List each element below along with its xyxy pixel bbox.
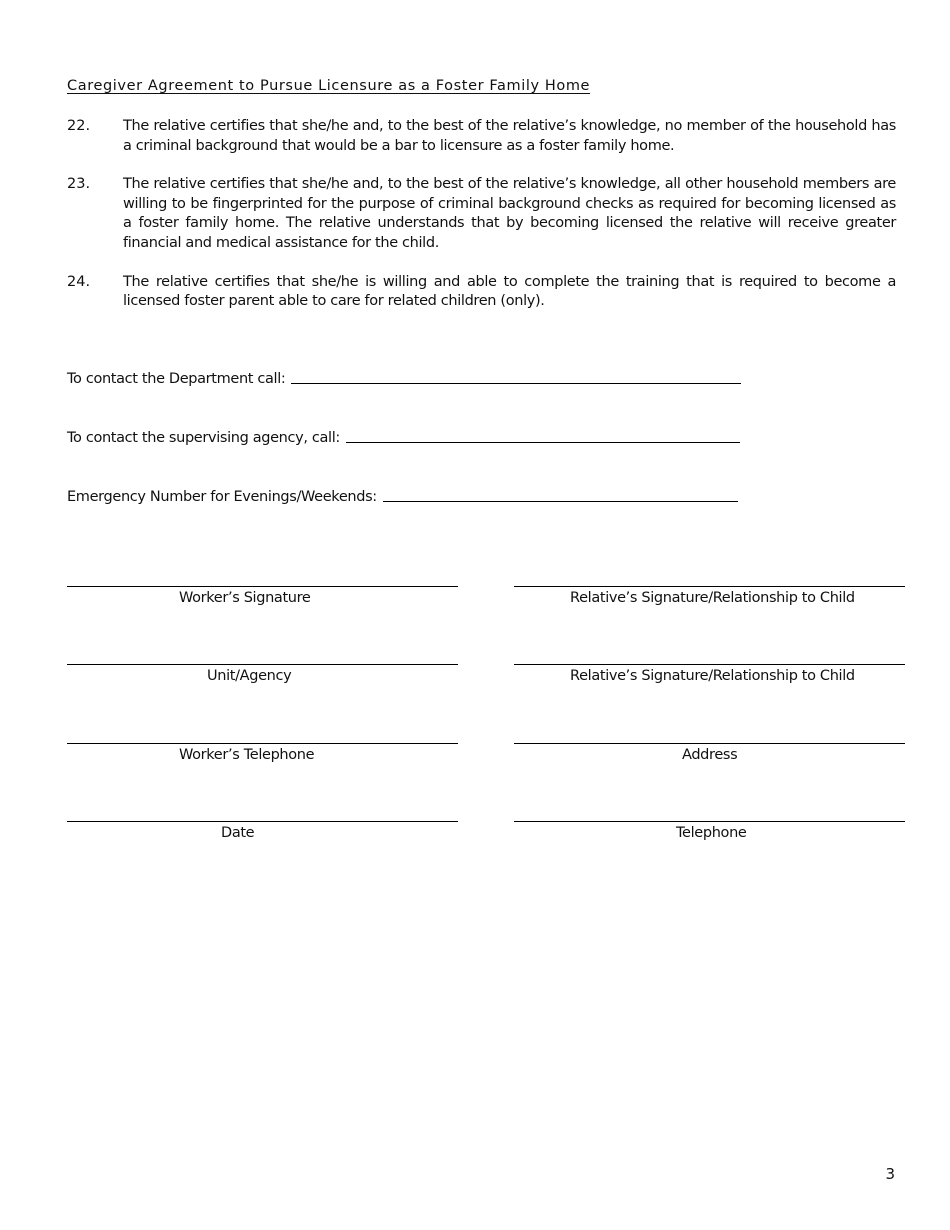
item-text: The relative certifies that she/he and, to the best of the relative’s knowledge, all other household members are willing to be fingerprinted for the purpose of criminal background checks as required for becoming licensed as a foster family home. The relative understands that by becoming licensed the relative will receive greater financial and medical assistance for the child.	[123, 176, 896, 251]
signature-line[interactable]	[67, 743, 458, 744]
worker-telephone-label: Worker’s Telephone	[179, 747, 315, 763]
date-block[interactable]	[67, 821, 458, 841]
page-number: 3	[885, 1165, 895, 1183]
agency-contact-row	[67, 430, 740, 446]
item-number: 23.	[67, 176, 91, 193]
worker-signature-label: Worker’s Signature	[179, 590, 311, 606]
relative-signature-block-2[interactable]	[514, 664, 905, 684]
worker-telephone-block[interactable]	[67, 743, 458, 763]
emergency-contact-label: Emergency Number for Evenings/Weekends:	[67, 489, 377, 505]
signature-line[interactable]	[514, 743, 905, 744]
unit-agency-label: Unit/Agency	[207, 668, 292, 684]
signature-line[interactable]	[514, 821, 905, 822]
telephone-label: Telephone	[676, 825, 747, 841]
relative-signature-label: Relative’s Signature/Relationship to Child	[570, 590, 855, 606]
signature-line[interactable]	[67, 586, 458, 587]
date-label: Date	[221, 825, 255, 841]
emergency-contact-row	[67, 489, 738, 505]
signature-line[interactable]	[67, 821, 458, 822]
certification-item-22	[67, 117, 896, 156]
agency-contact-field[interactable]	[346, 442, 740, 443]
department-contact-row	[67, 371, 741, 387]
agency-contact-label: To contact the supervising agency, call:	[67, 430, 340, 446]
section-title: Caregiver Agreement to Pursue Licensure as a Foster Family Home	[67, 78, 591, 94]
emergency-contact-field[interactable]	[383, 501, 738, 502]
certification-item-24	[67, 273, 896, 312]
address-block[interactable]	[514, 743, 905, 763]
certification-item-23	[67, 175, 896, 253]
signature-line[interactable]	[514, 586, 905, 587]
item-number: 24.	[67, 273, 91, 290]
relative-signature-block-1[interactable]	[514, 586, 905, 606]
item-text: The relative certifies that she/he and, to the best of the relative’s knowledge, no member of the household has a criminal background that would be a bar to licensure as a foster family home.	[123, 118, 896, 154]
address-label: Address	[682, 747, 738, 763]
signature-line[interactable]	[514, 664, 905, 665]
relative-signature-label: Relative’s Signature/Relationship to Child	[570, 668, 855, 684]
signature-line[interactable]	[67, 664, 458, 665]
unit-agency-block[interactable]	[67, 664, 458, 684]
department-contact-field[interactable]	[291, 383, 741, 384]
item-number: 22.	[67, 118, 91, 134]
department-contact-label: To contact the Department call:	[67, 371, 286, 387]
telephone-block[interactable]	[514, 821, 905, 841]
item-text: The relative certifies that she/he is willing and able to complete the training that is required to become a licensed foster parent able to care for related children (only).	[123, 273, 896, 310]
worker-signature-block[interactable]	[67, 586, 458, 606]
certification-list	[67, 117, 896, 331]
